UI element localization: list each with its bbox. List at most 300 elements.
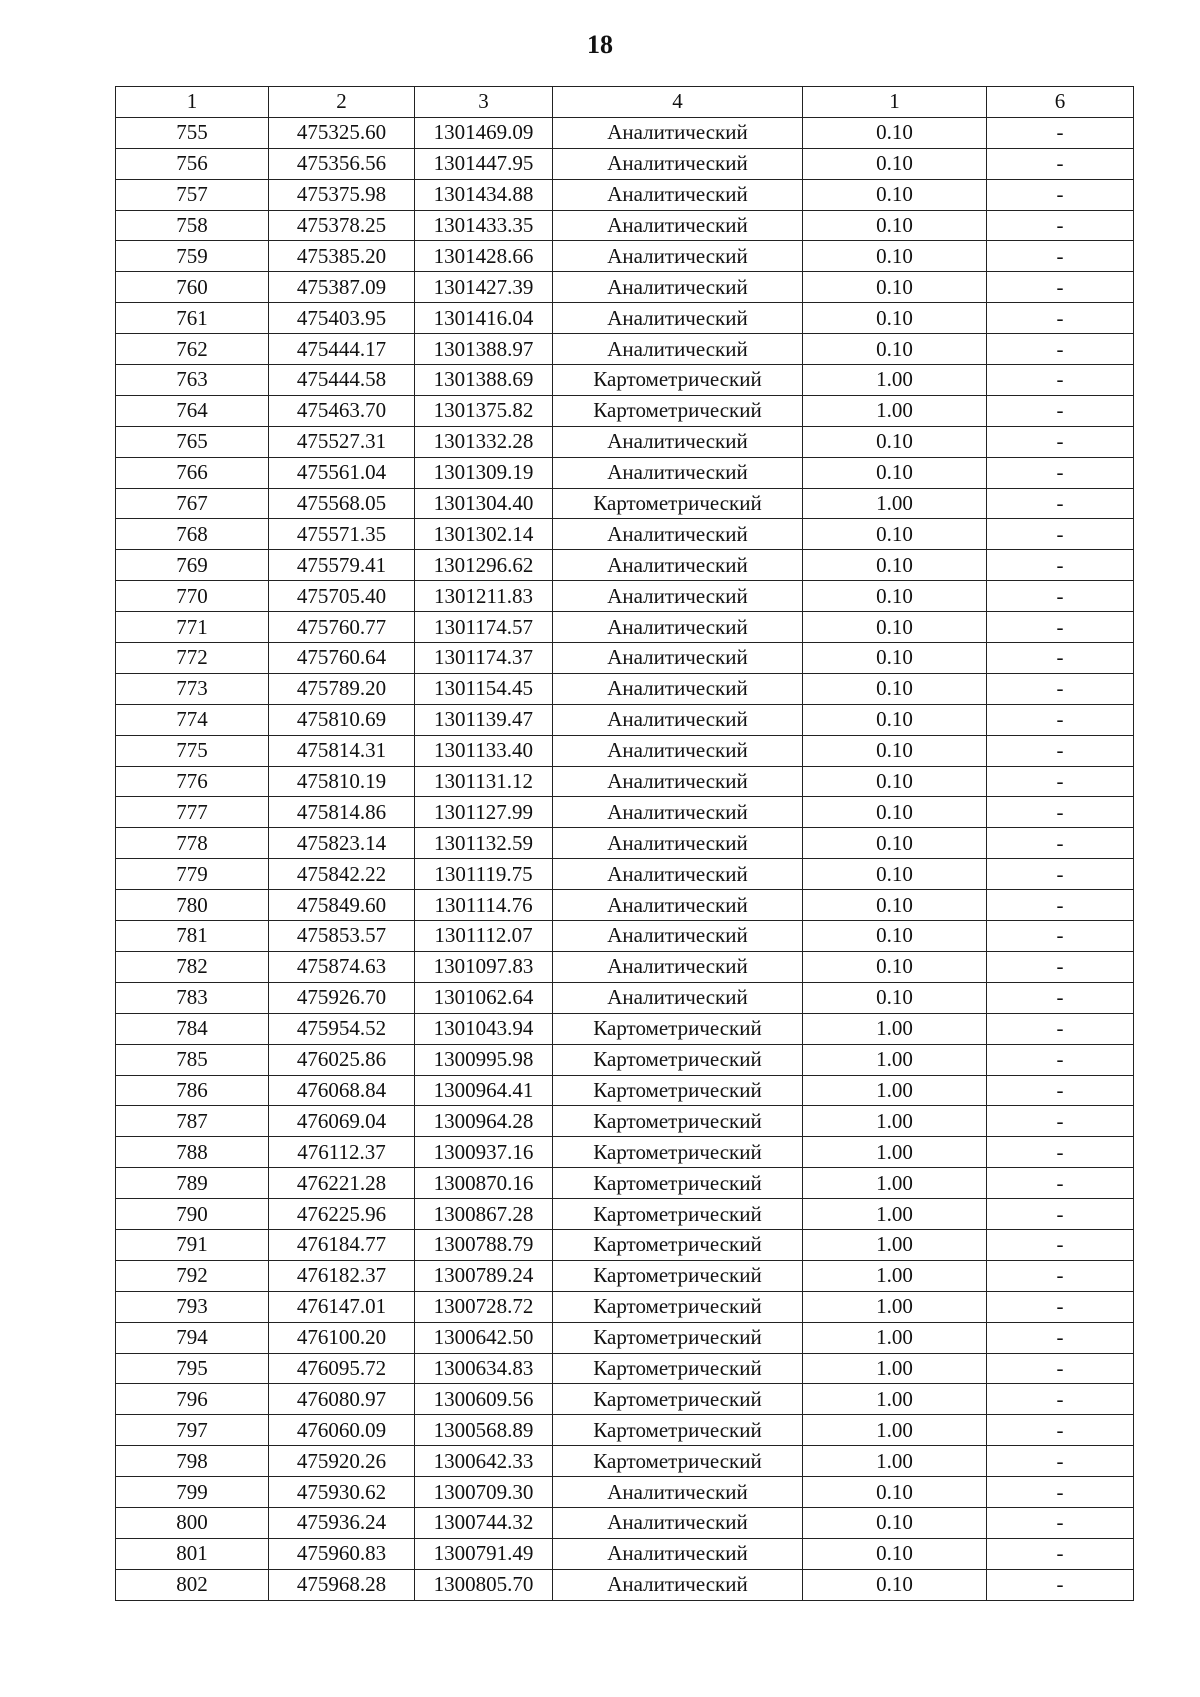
x-coordinate-cell: 475920.26 bbox=[269, 1446, 415, 1477]
y-coordinate-cell: 1300791.49 bbox=[415, 1538, 553, 1569]
note-cell: - bbox=[987, 1446, 1134, 1477]
table-row bbox=[116, 1168, 1134, 1199]
table-row bbox=[116, 1137, 1134, 1168]
accuracy-cell: 0.10 bbox=[803, 704, 987, 735]
note-cell: - bbox=[987, 1415, 1134, 1446]
table-row bbox=[116, 334, 1134, 365]
method-cell: Аналитический bbox=[553, 303, 803, 334]
point-number-cell: 789 bbox=[116, 1168, 269, 1199]
point-number-cell: 796 bbox=[116, 1384, 269, 1415]
method-cell: Аналитический bbox=[553, 828, 803, 859]
x-coordinate-cell: 475579.41 bbox=[269, 550, 415, 581]
x-coordinate-cell: 476100.20 bbox=[269, 1322, 415, 1353]
table-row bbox=[116, 272, 1134, 303]
y-coordinate-cell: 1301174.37 bbox=[415, 643, 553, 674]
x-coordinate-cell: 476221.28 bbox=[269, 1168, 415, 1199]
x-coordinate-cell: 475760.77 bbox=[269, 612, 415, 643]
table-row bbox=[116, 241, 1134, 272]
table-row bbox=[116, 519, 1134, 550]
point-number-cell: 771 bbox=[116, 612, 269, 643]
y-coordinate-cell: 1301309.19 bbox=[415, 457, 553, 488]
y-coordinate-cell: 1301062.64 bbox=[415, 982, 553, 1013]
note-cell: - bbox=[987, 673, 1134, 704]
note-cell: - bbox=[987, 890, 1134, 921]
table-row bbox=[116, 1044, 1134, 1075]
y-coordinate-cell: 1301211.83 bbox=[415, 581, 553, 612]
table-row bbox=[116, 457, 1134, 488]
table-row bbox=[116, 148, 1134, 179]
table-row bbox=[116, 1477, 1134, 1508]
x-coordinate-cell: 475814.31 bbox=[269, 735, 415, 766]
note-cell: - bbox=[987, 735, 1134, 766]
y-coordinate-cell: 1301127.99 bbox=[415, 797, 553, 828]
accuracy-cell: 1.00 bbox=[803, 1075, 987, 1106]
point-number-cell: 793 bbox=[116, 1291, 269, 1322]
column-header-6: 6 bbox=[987, 87, 1134, 118]
x-coordinate-cell: 475936.24 bbox=[269, 1507, 415, 1538]
note-cell: - bbox=[987, 1569, 1134, 1600]
table-row bbox=[116, 704, 1134, 735]
method-cell: Картометрический bbox=[553, 1415, 803, 1446]
x-coordinate-cell: 475960.83 bbox=[269, 1538, 415, 1569]
accuracy-cell: 0.10 bbox=[803, 1569, 987, 1600]
x-coordinate-cell: 475789.20 bbox=[269, 673, 415, 704]
accuracy-cell: 0.10 bbox=[803, 519, 987, 550]
accuracy-cell: 0.10 bbox=[803, 550, 987, 581]
y-coordinate-cell: 1300870.16 bbox=[415, 1168, 553, 1199]
y-coordinate-cell: 1301119.75 bbox=[415, 859, 553, 890]
x-coordinate-cell: 476025.86 bbox=[269, 1044, 415, 1075]
note-cell: - bbox=[987, 1322, 1134, 1353]
method-cell: Аналитический bbox=[553, 643, 803, 674]
table-row bbox=[116, 581, 1134, 612]
point-number-cell: 782 bbox=[116, 951, 269, 982]
method-cell: Аналитический bbox=[553, 612, 803, 643]
y-coordinate-cell: 1300789.24 bbox=[415, 1260, 553, 1291]
table-row bbox=[116, 797, 1134, 828]
table-row bbox=[116, 488, 1134, 519]
column-header-2: 2 bbox=[269, 87, 415, 118]
table-row bbox=[116, 1384, 1134, 1415]
x-coordinate-cell: 475387.09 bbox=[269, 272, 415, 303]
accuracy-cell: 0.10 bbox=[803, 643, 987, 674]
method-cell: Картометрический bbox=[553, 395, 803, 426]
x-coordinate-cell: 475444.17 bbox=[269, 334, 415, 365]
x-coordinate-cell: 475561.04 bbox=[269, 457, 415, 488]
method-cell: Аналитический bbox=[553, 704, 803, 735]
x-coordinate-cell: 475930.62 bbox=[269, 1477, 415, 1508]
method-cell: Картометрический bbox=[553, 488, 803, 519]
method-cell: Аналитический bbox=[553, 1477, 803, 1508]
point-number-cell: 758 bbox=[116, 210, 269, 241]
point-number-cell: 773 bbox=[116, 673, 269, 704]
point-number-cell: 792 bbox=[116, 1260, 269, 1291]
y-coordinate-cell: 1300642.33 bbox=[415, 1446, 553, 1477]
note-cell: - bbox=[987, 859, 1134, 890]
y-coordinate-cell: 1300867.28 bbox=[415, 1199, 553, 1230]
y-coordinate-cell: 1301139.47 bbox=[415, 704, 553, 735]
note-cell: - bbox=[987, 426, 1134, 457]
method-cell: Картометрический bbox=[553, 1106, 803, 1137]
table-row bbox=[116, 1229, 1134, 1260]
method-cell: Аналитический bbox=[553, 272, 803, 303]
accuracy-cell: 1.00 bbox=[803, 1322, 987, 1353]
y-coordinate-cell: 1300995.98 bbox=[415, 1044, 553, 1075]
accuracy-cell: 0.10 bbox=[803, 210, 987, 241]
method-cell: Аналитический bbox=[553, 241, 803, 272]
x-coordinate-cell: 475926.70 bbox=[269, 982, 415, 1013]
note-cell: - bbox=[987, 1353, 1134, 1384]
note-cell: - bbox=[987, 519, 1134, 550]
table-row bbox=[116, 1322, 1134, 1353]
x-coordinate-cell: 476112.37 bbox=[269, 1137, 415, 1168]
x-coordinate-cell: 475760.64 bbox=[269, 643, 415, 674]
table-row bbox=[116, 921, 1134, 952]
y-coordinate-cell: 1301114.76 bbox=[415, 890, 553, 921]
point-number-cell: 799 bbox=[116, 1477, 269, 1508]
x-coordinate-cell: 476080.97 bbox=[269, 1384, 415, 1415]
y-coordinate-cell: 1301304.40 bbox=[415, 488, 553, 519]
point-number-cell: 797 bbox=[116, 1415, 269, 1446]
table-body bbox=[116, 117, 1134, 1600]
note-cell: - bbox=[987, 457, 1134, 488]
x-coordinate-cell: 475571.35 bbox=[269, 519, 415, 550]
accuracy-cell: 1.00 bbox=[803, 1353, 987, 1384]
y-coordinate-cell: 1301174.57 bbox=[415, 612, 553, 643]
point-number-cell: 763 bbox=[116, 365, 269, 396]
x-coordinate-cell: 475378.25 bbox=[269, 210, 415, 241]
y-coordinate-cell: 1301388.69 bbox=[415, 365, 553, 396]
accuracy-cell: 1.00 bbox=[803, 1415, 987, 1446]
y-coordinate-cell: 1301416.04 bbox=[415, 303, 553, 334]
accuracy-cell: 0.10 bbox=[803, 148, 987, 179]
point-number-cell: 794 bbox=[116, 1322, 269, 1353]
note-cell: - bbox=[987, 704, 1134, 735]
point-number-cell: 800 bbox=[116, 1507, 269, 1538]
accuracy-cell: 0.10 bbox=[803, 241, 987, 272]
note-cell: - bbox=[987, 148, 1134, 179]
point-number-cell: 790 bbox=[116, 1199, 269, 1230]
point-number-cell: 776 bbox=[116, 766, 269, 797]
accuracy-cell: 1.00 bbox=[803, 1106, 987, 1137]
x-coordinate-cell: 476068.84 bbox=[269, 1075, 415, 1106]
point-number-cell: 755 bbox=[116, 117, 269, 148]
method-cell: Картометрический bbox=[553, 1384, 803, 1415]
x-coordinate-cell: 475814.86 bbox=[269, 797, 415, 828]
method-cell: Аналитический bbox=[553, 210, 803, 241]
table-row bbox=[116, 1199, 1134, 1230]
method-cell: Аналитический bbox=[553, 797, 803, 828]
accuracy-cell: 0.10 bbox=[803, 334, 987, 365]
x-coordinate-cell: 475403.95 bbox=[269, 303, 415, 334]
note-cell: - bbox=[987, 1507, 1134, 1538]
note-cell: - bbox=[987, 272, 1134, 303]
x-coordinate-cell: 475705.40 bbox=[269, 581, 415, 612]
y-coordinate-cell: 1301388.97 bbox=[415, 334, 553, 365]
note-cell: - bbox=[987, 612, 1134, 643]
note-cell: - bbox=[987, 921, 1134, 952]
x-coordinate-cell: 475375.98 bbox=[269, 179, 415, 210]
note-cell: - bbox=[987, 797, 1134, 828]
x-coordinate-cell: 475385.20 bbox=[269, 241, 415, 272]
method-cell: Картометрический bbox=[553, 1291, 803, 1322]
method-cell: Картометрический bbox=[553, 365, 803, 396]
method-cell: Аналитический bbox=[553, 148, 803, 179]
note-cell: - bbox=[987, 581, 1134, 612]
method-cell: Аналитический bbox=[553, 179, 803, 210]
method-cell: Аналитический bbox=[553, 519, 803, 550]
y-coordinate-cell: 1300744.32 bbox=[415, 1507, 553, 1538]
x-coordinate-cell: 475954.52 bbox=[269, 1013, 415, 1044]
y-coordinate-cell: 1301131.12 bbox=[415, 766, 553, 797]
method-cell: Аналитический bbox=[553, 550, 803, 581]
accuracy-cell: 0.10 bbox=[803, 1507, 987, 1538]
accuracy-cell: 1.00 bbox=[803, 488, 987, 519]
x-coordinate-cell: 475810.19 bbox=[269, 766, 415, 797]
method-cell: Картометрический bbox=[553, 1260, 803, 1291]
table-row bbox=[116, 1106, 1134, 1137]
point-number-cell: 801 bbox=[116, 1538, 269, 1569]
note-cell: - bbox=[987, 1013, 1134, 1044]
x-coordinate-cell: 475874.63 bbox=[269, 951, 415, 982]
x-coordinate-cell: 476147.01 bbox=[269, 1291, 415, 1322]
point-number-cell: 768 bbox=[116, 519, 269, 550]
note-cell: - bbox=[987, 395, 1134, 426]
note-cell: - bbox=[987, 643, 1134, 674]
y-coordinate-cell: 1301469.09 bbox=[415, 117, 553, 148]
x-coordinate-cell: 475849.60 bbox=[269, 890, 415, 921]
method-cell: Аналитический bbox=[553, 117, 803, 148]
table-row bbox=[116, 1538, 1134, 1569]
accuracy-cell: 0.10 bbox=[803, 272, 987, 303]
y-coordinate-cell: 1300634.83 bbox=[415, 1353, 553, 1384]
x-coordinate-cell: 476095.72 bbox=[269, 1353, 415, 1384]
point-number-cell: 777 bbox=[116, 797, 269, 828]
accuracy-cell: 0.10 bbox=[803, 828, 987, 859]
method-cell: Картометрический bbox=[553, 1013, 803, 1044]
y-coordinate-cell: 1301332.28 bbox=[415, 426, 553, 457]
point-number-cell: 756 bbox=[116, 148, 269, 179]
point-number-cell: 791 bbox=[116, 1229, 269, 1260]
accuracy-cell: 0.10 bbox=[803, 735, 987, 766]
table-row bbox=[116, 365, 1134, 396]
method-cell: Аналитический bbox=[553, 921, 803, 952]
x-coordinate-cell: 475527.31 bbox=[269, 426, 415, 457]
table-row bbox=[116, 828, 1134, 859]
y-coordinate-cell: 1301434.88 bbox=[415, 179, 553, 210]
note-cell: - bbox=[987, 1260, 1134, 1291]
y-coordinate-cell: 1300642.50 bbox=[415, 1322, 553, 1353]
x-coordinate-cell: 475842.22 bbox=[269, 859, 415, 890]
accuracy-cell: 0.10 bbox=[803, 673, 987, 704]
note-cell: - bbox=[987, 951, 1134, 982]
point-number-cell: 788 bbox=[116, 1137, 269, 1168]
table-row bbox=[116, 179, 1134, 210]
y-coordinate-cell: 1300964.28 bbox=[415, 1106, 553, 1137]
y-coordinate-cell: 1301097.83 bbox=[415, 951, 553, 982]
method-cell: Аналитический bbox=[553, 1538, 803, 1569]
point-number-cell: 767 bbox=[116, 488, 269, 519]
accuracy-cell: 0.10 bbox=[803, 426, 987, 457]
table-row bbox=[116, 117, 1134, 148]
method-cell: Аналитический bbox=[553, 766, 803, 797]
note-cell: - bbox=[987, 1106, 1134, 1137]
y-coordinate-cell: 1301133.40 bbox=[415, 735, 553, 766]
point-number-cell: 775 bbox=[116, 735, 269, 766]
point-number-cell: 780 bbox=[116, 890, 269, 921]
note-cell: - bbox=[987, 1384, 1134, 1415]
method-cell: Аналитический bbox=[553, 982, 803, 1013]
point-number-cell: 778 bbox=[116, 828, 269, 859]
note-cell: - bbox=[987, 334, 1134, 365]
accuracy-cell: 1.00 bbox=[803, 1384, 987, 1415]
y-coordinate-cell: 1300568.89 bbox=[415, 1415, 553, 1446]
point-number-cell: 762 bbox=[116, 334, 269, 365]
method-cell: Аналитический bbox=[553, 334, 803, 365]
method-cell: Аналитический bbox=[553, 859, 803, 890]
accuracy-cell: 1.00 bbox=[803, 1291, 987, 1322]
accuracy-cell: 0.10 bbox=[803, 457, 987, 488]
y-coordinate-cell: 1301447.95 bbox=[415, 148, 553, 179]
table-row bbox=[116, 612, 1134, 643]
table-row bbox=[116, 395, 1134, 426]
table-row bbox=[116, 1353, 1134, 1384]
y-coordinate-cell: 1301043.94 bbox=[415, 1013, 553, 1044]
method-cell: Аналитический bbox=[553, 951, 803, 982]
method-cell: Картометрический bbox=[553, 1322, 803, 1353]
table-row bbox=[116, 673, 1134, 704]
note-cell: - bbox=[987, 488, 1134, 519]
y-coordinate-cell: 1301427.39 bbox=[415, 272, 553, 303]
accuracy-cell: 1.00 bbox=[803, 395, 987, 426]
method-cell: Картометрический bbox=[553, 1168, 803, 1199]
table-row bbox=[116, 1291, 1134, 1322]
method-cell: Картометрический bbox=[553, 1353, 803, 1384]
accuracy-cell: 0.10 bbox=[803, 766, 987, 797]
coordinates-table bbox=[115, 86, 1134, 1601]
note-cell: - bbox=[987, 1229, 1134, 1260]
x-coordinate-cell: 476184.77 bbox=[269, 1229, 415, 1260]
accuracy-cell: 0.10 bbox=[803, 1538, 987, 1569]
note-cell: - bbox=[987, 241, 1134, 272]
note-cell: - bbox=[987, 828, 1134, 859]
y-coordinate-cell: 1301132.59 bbox=[415, 828, 553, 859]
accuracy-cell: 1.00 bbox=[803, 1199, 987, 1230]
table-row bbox=[116, 766, 1134, 797]
x-coordinate-cell: 475568.05 bbox=[269, 488, 415, 519]
accuracy-cell: 1.00 bbox=[803, 1013, 987, 1044]
note-cell: - bbox=[987, 365, 1134, 396]
accuracy-cell: 0.10 bbox=[803, 921, 987, 952]
note-cell: - bbox=[987, 1075, 1134, 1106]
page-number: 18 bbox=[587, 30, 613, 59]
accuracy-cell: 0.10 bbox=[803, 890, 987, 921]
accuracy-cell: 0.10 bbox=[803, 982, 987, 1013]
y-coordinate-cell: 1300709.30 bbox=[415, 1477, 553, 1508]
point-number-cell: 783 bbox=[116, 982, 269, 1013]
method-cell: Аналитический bbox=[553, 735, 803, 766]
accuracy-cell: 1.00 bbox=[803, 365, 987, 396]
point-number-cell: 785 bbox=[116, 1044, 269, 1075]
method-cell: Картометрический bbox=[553, 1446, 803, 1477]
y-coordinate-cell: 1301428.66 bbox=[415, 241, 553, 272]
note-cell: - bbox=[987, 1137, 1134, 1168]
point-number-cell: 764 bbox=[116, 395, 269, 426]
note-cell: - bbox=[987, 1199, 1134, 1230]
table-row bbox=[116, 890, 1134, 921]
y-coordinate-cell: 1301375.82 bbox=[415, 395, 553, 426]
method-cell: Аналитический bbox=[553, 581, 803, 612]
y-coordinate-cell: 1301296.62 bbox=[415, 550, 553, 581]
point-number-cell: 766 bbox=[116, 457, 269, 488]
x-coordinate-cell: 476225.96 bbox=[269, 1199, 415, 1230]
x-coordinate-cell: 475325.60 bbox=[269, 117, 415, 148]
accuracy-cell: 0.10 bbox=[803, 581, 987, 612]
table-row bbox=[116, 303, 1134, 334]
x-coordinate-cell: 476069.04 bbox=[269, 1106, 415, 1137]
y-coordinate-cell: 1301112.07 bbox=[415, 921, 553, 952]
point-number-cell: 760 bbox=[116, 272, 269, 303]
table-row bbox=[116, 550, 1134, 581]
accuracy-cell: 1.00 bbox=[803, 1137, 987, 1168]
table-row bbox=[116, 735, 1134, 766]
method-cell: Картометрический bbox=[553, 1137, 803, 1168]
accuracy-cell: 0.10 bbox=[803, 859, 987, 890]
note-cell: - bbox=[987, 179, 1134, 210]
table-row bbox=[116, 643, 1134, 674]
accuracy-cell: 1.00 bbox=[803, 1044, 987, 1075]
note-cell: - bbox=[987, 1168, 1134, 1199]
point-number-cell: 757 bbox=[116, 179, 269, 210]
method-cell: Аналитический bbox=[553, 673, 803, 704]
note-cell: - bbox=[987, 982, 1134, 1013]
accuracy-cell: 0.10 bbox=[803, 1477, 987, 1508]
table-row bbox=[116, 1415, 1134, 1446]
note-cell: - bbox=[987, 1291, 1134, 1322]
point-number-cell: 798 bbox=[116, 1446, 269, 1477]
point-number-cell: 781 bbox=[116, 921, 269, 952]
accuracy-cell: 0.10 bbox=[803, 612, 987, 643]
table-row bbox=[116, 1260, 1134, 1291]
x-coordinate-cell: 475356.56 bbox=[269, 148, 415, 179]
point-number-cell: 786 bbox=[116, 1075, 269, 1106]
table-row bbox=[116, 426, 1134, 457]
table-row bbox=[116, 1507, 1134, 1538]
x-coordinate-cell: 475463.70 bbox=[269, 395, 415, 426]
y-coordinate-cell: 1301302.14 bbox=[415, 519, 553, 550]
y-coordinate-cell: 1301433.35 bbox=[415, 210, 553, 241]
point-number-cell: 795 bbox=[116, 1353, 269, 1384]
table-row bbox=[116, 1075, 1134, 1106]
x-coordinate-cell: 476060.09 bbox=[269, 1415, 415, 1446]
y-coordinate-cell: 1300805.70 bbox=[415, 1569, 553, 1600]
accuracy-cell: 0.10 bbox=[803, 951, 987, 982]
accuracy-cell: 0.10 bbox=[803, 797, 987, 828]
accuracy-cell: 1.00 bbox=[803, 1446, 987, 1477]
accuracy-cell: 0.10 bbox=[803, 117, 987, 148]
table-header-row bbox=[116, 87, 1134, 118]
table-row bbox=[116, 1446, 1134, 1477]
point-number-cell: 769 bbox=[116, 550, 269, 581]
method-cell: Аналитический bbox=[553, 457, 803, 488]
y-coordinate-cell: 1300788.79 bbox=[415, 1229, 553, 1260]
point-number-cell: 779 bbox=[116, 859, 269, 890]
method-cell: Картометрический bbox=[553, 1044, 803, 1075]
accuracy-cell: 0.10 bbox=[803, 303, 987, 334]
accuracy-cell: 1.00 bbox=[803, 1229, 987, 1260]
column-header-4: 4 bbox=[553, 87, 803, 118]
note-cell: - bbox=[987, 766, 1134, 797]
